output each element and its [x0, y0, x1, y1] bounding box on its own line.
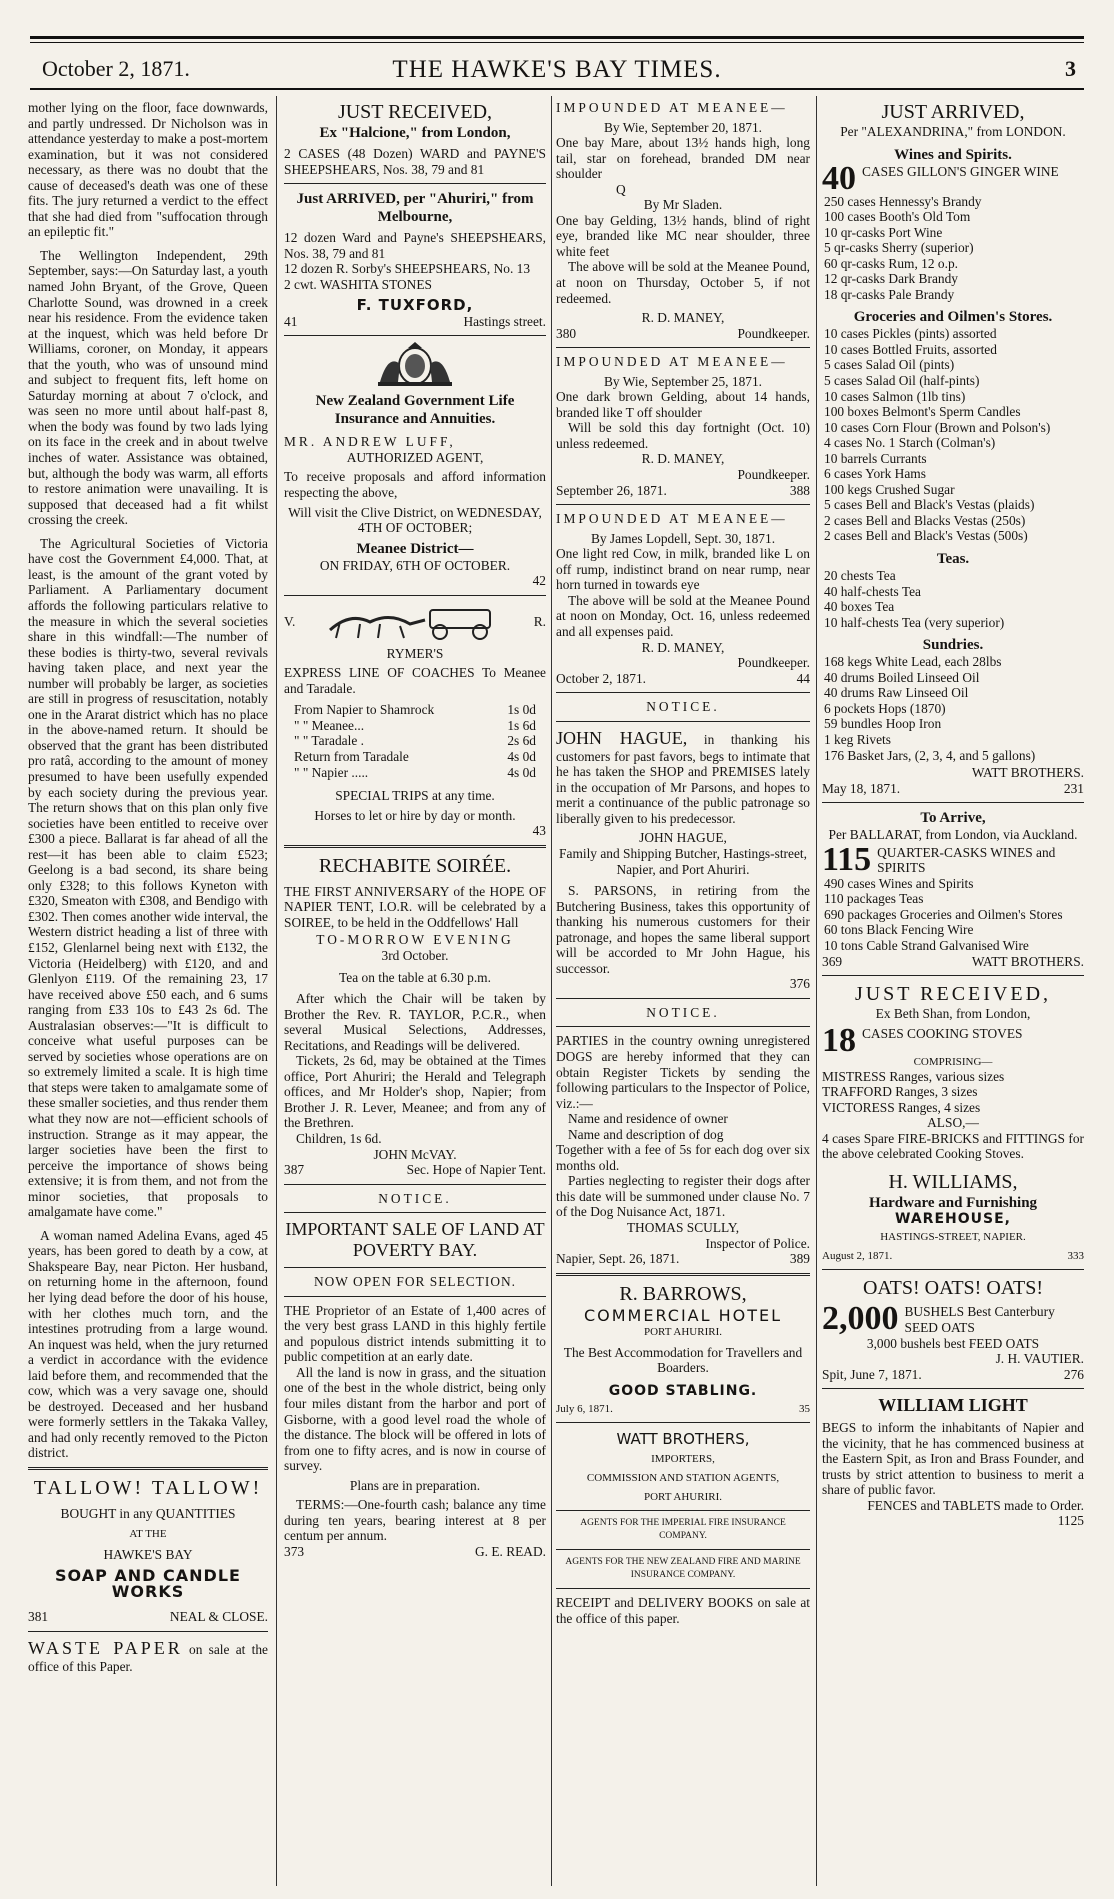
just-arrived-title: Just ARRIVED, per "Ahuriri," from Melbourne, [296, 191, 534, 226]
special-trips: SPECIAL TRIPS at any time. [335, 788, 495, 804]
dogs-date: Napier, Sept. 26, 1871. [556, 1251, 680, 1267]
arrive-big-number: 115 [822, 844, 872, 876]
poundkeeper-title: Poundkeeper. [737, 325, 810, 341]
stoves-first-item: CASES COOKING STOVES [862, 1025, 1023, 1041]
stoves-first-line [822, 1026, 1084, 1056]
arrive-item: 690 packages Groceries and Oilmen's Stores [824, 906, 1063, 922]
divider [822, 1388, 1084, 1389]
agent-role: AUTHORIZED AGENT, [346, 449, 484, 465]
divider [556, 721, 810, 722]
notice-heading: NOTICE. [646, 1004, 720, 1020]
ad-number: 44 [796, 670, 810, 686]
tea-item: 40 boxes Tea [824, 599, 895, 615]
wines-list [822, 194, 1084, 303]
column-4 [822, 100, 1084, 1890]
article-paragraph: The Agricultural Societies of Victoria have cost the Government £4,000. That, at least, is the amount of the grant voted by Parliament. A Parliamentary document affords the following particulars relative to the measure in which the several societies share in this windfall:—The number of these bodies is thirty-two, several revivals having taken place, and next year the number will probably be larger, as societies are still in progress of resuscitation, notably one in the Ararat district which has no place in the above-named return. It should be observed that the grant has been distributed pro ratâ, according to the amount of money presumed to have been usefully expended by each society during the previous year. The return shows that on this plan only five societies have been entitled to receive over £300 a piece. Ballarat is far ahead of all the rest—it has been able to claim £523; Geelong is a bad second, its share being only £328; to this follows Kyneton with £320, Smeaton with £308, and Bendigo with £302. Then comes another wide interval, the Western district heading a list of three with £152, Glenlarnel being next with £132, the Victoria (Heidelberg) with £120, and and Glenlyon £119. Of the remaining 23, 17 have received above £50 each, and 6 sums ranging from £33 10s to £43 2s 6d. The Australasian observes:—"It is difficult to conceive what useful purposes can be served by societies whose operations are on so extremely limited a scale. It is high time that steps were taken to amalgamate some of these smaller societies, and thus render them what they now are not—efficient schools of instruction. Strange as it may appear, the larger societies have been the first to perceive the importance of shows being extensive; it is from them, and not from the minor societies, that proposals to amalgamate have come." [28, 535, 268, 1220]
hague-signature: JOHN HAGUE, [639, 830, 727, 846]
parsons-text: S. PARSONS, in retiring from the Butchering Business, takes this opportunity of thanking his numerous customers for their patronage, and hopes the same liberal support will be accorded to Mr John Hague, his successor. [556, 883, 810, 976]
header-rule-top [30, 36, 1084, 39]
item-line: 12 dozen Ward and Payne's SHEEPSHEARS, Nos. 38, 79 and 81 [284, 230, 546, 261]
watt-name: WATT BROTHERS, [616, 1430, 750, 1449]
article-paragraph: The Wellington Independent, 29th September, says:—On Saturday last, a youth named John Bryant, of the Grove, Queen Charlotte Sound, was drowned in a creek near his residence. From the evidence taken at the inquest, which was held before Dr Williams, coroner, on Monday, it appears that the youth, who was of unsound mind and subject to frequent fits, left home on Saturday morning at about 7 o'clock, and was seen no more until about half-past 8, when the body was found by two lads lying on its face in the creek and in about twelve inches of water. Assistance was obtained, but, although the body was warm, all efforts to restore animation were unavailing. It is supposed that deceased had a fit whilst crossing the creek. [28, 247, 268, 528]
receipt-books-ad: RECEIPT and DELIVERY BOOKS on sale at the office of this paper. [556, 1595, 810, 1626]
just-received-text: 2 CASES (48 Dozen) WARD and PAYNE'S SHEEPSHEARS, Nos. 38, 79 and 81 [284, 146, 546, 177]
stoves-big-number: 18 [822, 1025, 856, 1056]
divider [556, 998, 810, 999]
arrive-item: 10 tons Cable Strand Galvanised Wire [824, 937, 1029, 953]
ad-number: 41 [284, 313, 298, 329]
grocery-item: 10 cases Bottled Fruits, assorted [824, 341, 997, 357]
column-3 [556, 100, 810, 1890]
ad-number: 389 [789, 1251, 810, 1267]
barrows-hotel: COMMERCIAL HOTEL [583, 1305, 783, 1325]
dogs-inspector: Inspector of Police. [705, 1235, 810, 1251]
oats-date: Spit, June 7, 1871. [822, 1366, 922, 1382]
header-rule-thin [30, 42, 1084, 43]
land-footer [284, 1544, 546, 1560]
notice-heading: NOTICE. [378, 1190, 452, 1206]
ad-number: 387 [284, 1162, 305, 1178]
william-light-title: WILLIAM LIGHT [878, 1395, 1028, 1416]
impound-footer [556, 671, 810, 687]
ad-number: 276 [1063, 1366, 1084, 1382]
hague-description: Family and Shipping Butcher, Hastings-street, Napier, and Port Ahuriri. [559, 845, 807, 877]
williams-footer [822, 1250, 1084, 1263]
tuxford-footer [284, 314, 546, 330]
williams-trade: Hardware and Furnishing [868, 1194, 1038, 1211]
fare-route: " " Napier ..... [294, 764, 369, 780]
rechabite-tomorrow: TO-MORROW EVENING [316, 932, 514, 948]
rechabite-footer [284, 1162, 546, 1178]
divider [556, 504, 810, 505]
tallow-works: SOAP AND CANDLE WORKS [55, 1566, 241, 1601]
poundkeeper-title: Poundkeeper. [737, 655, 810, 671]
masthead [30, 56, 1084, 86]
arrive-signature: WATT BROTHERS. [971, 953, 1084, 969]
page-number: 3 [1065, 56, 1076, 81]
coach-line: EXPRESS LINE OF COACHES To Meanee and Taradale. [284, 665, 546, 696]
sundry-item: 1 keg Rivets [824, 731, 891, 747]
tuxford-signature: F. TUXFORD, [356, 296, 474, 315]
impound-by: By James Lopdell, Sept. 30, 1871. [590, 530, 776, 546]
barrows-footer [556, 1403, 810, 1416]
waste-text: on sale at the office of this Paper. [28, 1641, 268, 1674]
impound-text: One bay Mare, about 13½ hands high, long tail, star on forehead, branded DM near shoulder [556, 135, 810, 182]
rechabite-secretary: Sec. Hope of Napier Tent. [406, 1162, 546, 1178]
land-paragraph: THE Proprietor of an Estate of 1,400 acres of the very best grass LAND in this highly fertile and populous district intends submitting it to public competition at an early date. [284, 1302, 546, 1365]
impound-date: October 2, 1871. [556, 670, 646, 686]
land-sale-title: IMPORTANT SALE OF LAND AT POVERTY BAY. [285, 1219, 545, 1261]
horses-hire: Horses to let or hire by day or month. [314, 807, 516, 823]
impound-sale: Will be sold this day fortnight (Oct. 10) unless redeemed. [556, 420, 810, 451]
tallow-at: AT THE [129, 1527, 167, 1540]
just-received-title: JUST RECEIVED, [854, 983, 1052, 1006]
coach-title: RYMER'S [386, 645, 444, 661]
fare-row [294, 765, 536, 781]
sundries-heading: Sundries. [922, 637, 984, 654]
sundry-item: 168 kegs White Lead, each 28lbs [824, 654, 1002, 670]
tea-item: 20 chests Tea [824, 568, 896, 584]
wine-item: 250 cases Hennessy's Brandy [824, 193, 982, 209]
williams-warehouse: WAREHOUSE, [895, 1210, 1011, 1227]
watt-agents-imperial: AGENTS FOR THE IMPERIAL FIRE INSURANCE COMPANY. [580, 1518, 786, 1542]
tea-item: 10 half-chests Tea (very superior) [824, 614, 1005, 630]
oats-feed: 3,000 bushels best FEED OATS [866, 1335, 1040, 1351]
column-rule [551, 96, 552, 1886]
stove-item: MISTRESS Ranges, various sizes [822, 1068, 1005, 1084]
ad-number: 1125 [1057, 1513, 1084, 1529]
divider [822, 975, 1084, 976]
impound-sale: The above will be sold at the Meanee Pound, at noon on Thursday, October 5, if not redeemed. [556, 259, 810, 306]
tea-item: 40 half-chests Tea [824, 583, 921, 599]
dogs-fee: Together with a fee of 5s for each dog over six months old. [556, 1142, 810, 1173]
fare-row [294, 702, 536, 718]
watt-signature: WATT BROTHERS. [971, 765, 1084, 781]
rechabite-after: After which the Chair will be taken by Brother the Rev. R. TAYLOR, P.C.R., when several Musical Selections, Addresses, Recitations, and Readings will be delivered. [284, 991, 546, 1053]
divider [284, 595, 546, 596]
impound-date: September 26, 1871. [556, 482, 667, 498]
arrive-first-line [822, 845, 1084, 876]
dogs-item: Name and description of dog [568, 1126, 724, 1142]
issue-date: October 2, 1871. [42, 56, 190, 81]
hague-name: JOHN HAGUE, [556, 727, 688, 748]
oats-title: OATS! OATS! OATS! [862, 1277, 1043, 1300]
just-received-ex: Ex Beth Shan, from London, [875, 1006, 1031, 1022]
stoves-comprising: COMPRISING— [913, 1055, 993, 1068]
ad-number: 376 [789, 976, 810, 992]
fare-row [294, 749, 536, 765]
dogs-signature: THOMAS SCULLY, [626, 1220, 740, 1235]
rechabite-tickets: Tickets, 2s 6d, may be obtained at the Times office, Port Ahuriri; the Herald and Telegraph offices, and Mr Holder's shop, Napier; from Brother J. R. Lever, Meanee; and from any of the Brethren. [284, 1053, 546, 1131]
poundkeeper-name: R. D. MANEY, [641, 451, 725, 467]
stoves-also: ALSO,— [927, 1115, 979, 1131]
just-arrived-per: Per "ALEXANDRINA," from LONDON. [840, 124, 1066, 139]
impound-footer [556, 483, 810, 499]
dogs-text: PARTIES in the country owning unregistered DOGS are hereby informed that they can obtain Register Tickets by sending the following particulars to the Inspector of Police, viz.:— [556, 1033, 810, 1111]
coach-initial-r: R. [533, 613, 546, 629]
grocery-item: 4 cases No. 1 Starch (Colman's) [824, 435, 996, 451]
impound-title: IMPOUNDED AT MEANEE— [556, 511, 788, 527]
barrows-port: PORT AHURIRI. [644, 1325, 722, 1338]
arrive-item: 110 packages Teas [824, 891, 924, 907]
divider [284, 1296, 546, 1297]
divider [822, 1269, 1084, 1270]
grocery-item: 5 cases Salad Oil (half-pints) [824, 373, 980, 389]
poundkeeper-name: R. D. MANEY, [641, 639, 725, 655]
oats-footer [822, 1367, 1084, 1383]
fare-price: 2s 6d [507, 733, 536, 749]
item-line: 2 cwt. WASHITA STONES [284, 276, 432, 292]
divider [28, 1631, 268, 1632]
divider [556, 692, 810, 693]
dogs-item: Name and residence of owner [568, 1111, 728, 1127]
hague-notice [556, 728, 810, 827]
fare-table [294, 702, 536, 780]
watt-footer [822, 781, 1084, 797]
grocery-item: 2 cases Bell and Black's Vestas (500s) [824, 528, 1028, 544]
impound-by: By Mr Sladen. [643, 197, 723, 213]
column-rule [816, 96, 817, 1886]
fare-price: 4s 0d [507, 749, 536, 765]
sundry-item: 40 drums Raw Linseed Oil [824, 685, 969, 701]
fare-route: " " Taradale . [294, 733, 364, 749]
just-received-title: JUST RECEIVED, [337, 101, 493, 123]
watt-importers: IMPORTERS, [651, 1453, 715, 1466]
rechabite-tea: Tea on the table at 6.30 p.m. [339, 969, 491, 985]
oats-first-item: BUSHELS Best Canterbury SEED OATS [904, 1304, 1055, 1335]
grocery-item: 10 cases Salmon (1lb tins) [824, 388, 966, 404]
stove-item: 4 cases Spare FIRE-BRICKS and FITTINGS for the above celebrated Cooking Stoves. [822, 1130, 1084, 1162]
ad-number: 43 [532, 823, 546, 839]
wines-big-number: 40 [822, 163, 856, 194]
divider [556, 1588, 810, 1589]
land-plans: Plans are in preparation. [349, 1477, 481, 1493]
sundry-item: 6 pockets Hops (1870) [824, 700, 946, 716]
divider [284, 1267, 546, 1268]
ad-number: 373 [284, 1543, 305, 1559]
rechabite-signature: JOHN McVAY. [373, 1146, 457, 1162]
grocery-item: 100 boxes Belmont's Sperm Candles [824, 404, 1021, 420]
grocery-item: 10 cases Corn Flour (Brown and Polson's) [824, 419, 1051, 435]
wines-first-item: CASES GILLON'S GINGER WINE [862, 163, 1059, 179]
sundry-item: 176 Basket Jars, (2, 3, 4, and 5 gallons) [824, 747, 1036, 763]
divider [556, 1422, 810, 1423]
grocery-item: 2 cases Bell and Blacks Vestas (250s) [824, 512, 1026, 528]
rechabite-date: 3rd October. [381, 947, 449, 963]
divider [284, 1212, 546, 1213]
watt-agents-nz: AGENTS FOR THE NEW ZEALAND FIRE AND MARINE INSURANCE COMPANY. [565, 1557, 801, 1581]
wine-item: 18 qr-casks Pale Brandy [824, 286, 955, 302]
ad-number: 369 [822, 953, 843, 969]
divider [284, 335, 546, 336]
grocery-item: 6 cases York Hams [824, 466, 926, 482]
column-rule [276, 96, 277, 1886]
wine-item: 12 qr-casks Dark Brandy [824, 271, 958, 287]
ad-number: 35 [799, 1403, 810, 1416]
tallow-signature: NEAL & CLOSE. [169, 1609, 268, 1625]
grocery-item: 100 kegs Crushed Sugar [824, 481, 955, 497]
impound-text: One bay Gelding, 13½ hands, blind of right eye, branded like MC near shoulder, three white feet [556, 212, 810, 259]
grocery-item: 5 cases Bell and Black's Vestas (plaids) [824, 497, 1035, 513]
poundkeeper-name: R. D. MANEY, [641, 310, 725, 326]
teas-heading: Teas. [936, 551, 970, 568]
ad-number: 381 [28, 1609, 49, 1625]
wine-item: 5 qr-casks Sherry (superior) [824, 240, 974, 256]
arrive-item: 490 cases Wines and Spirits [824, 875, 974, 891]
arrive-item: 60 tons Black Fencing Wire [824, 922, 974, 938]
stove-item: VICTORESS Ranges, 4 sizes [822, 1099, 981, 1115]
grocery-item: 10 cases Pickles (pints) assorted [824, 326, 997, 342]
impound-sale: The above will be sold at the Meanee Pound at noon on Monday, Oct. 16, unless redeemed and all expenses paid. [556, 592, 810, 639]
williams-name: H. WILLIAMS, [888, 1170, 1018, 1193]
fare-route: From Napier to Shamrock [294, 702, 435, 718]
ad-number: 42 [532, 573, 546, 589]
divider [556, 1510, 810, 1511]
land-terms: TERMS:—One-fourth cash; balance any time during ten years, bearing interest at 8 per centum per annum. [284, 1497, 546, 1544]
barrows-stabling: GOOD STABLING. [608, 1382, 758, 1399]
wine-item: 10 qr-casks Port Wine [824, 224, 943, 240]
tallow-title: TALLOW! TALLOW! [33, 1477, 263, 1500]
arrive-first-item: QUARTER-CASKS WINES and SPIRITS [877, 844, 1056, 876]
land-open: NOW OPEN FOR SELECTION. [313, 1274, 517, 1290]
article-paragraph: mother lying on the floor, face downwards, and partly undressed. Dr Nicholson was in attendance yesterday to make a post-mortem examination, but it was not considered necessary, as there was no doubt that the cause of deceased's death was one of these fits. The jury returned a verdict to the effect that she had died from "suffocation through an epileptic fit." [28, 100, 268, 240]
fare-route: Return from Taradale [294, 749, 409, 765]
ad-number: 388 [789, 482, 810, 498]
hague-text: in thanking his customers for past favors, begs to intimate that he has taken the SHOP and PREMISES lately in the occupation of Mr Parsons, and hopes to merit a continuance of the public patronage so liberally given to his predecessor. [556, 731, 810, 826]
fare-price: 1s 0d [507, 702, 536, 718]
tallow-bought: BOUGHT in any QUANTITIES [60, 1506, 236, 1522]
land-paragraph: All the land is now in grass, and the situation one of the best in the whole district, being only four miles distant from the harbor and port of Gisborne, with a good level road the whole of the distance. The block will be offered in lots of from one to fifty acres, and is now in course of survey. [284, 1364, 546, 1474]
william-light-text: BEGS to inform the inhabitants of Napier and the vicinity, that he has commenced business at the Eastern Spit, as Iron and Brass Founder, and trusts by strict attention to business to merit a share of public favor. [822, 1420, 1084, 1498]
william-light-fences: FENCES and TABLETS made to Order. [867, 1497, 1084, 1513]
rechabite-title: RECHABITE SOIRÉE. [318, 854, 512, 877]
impound-title: IMPOUNDED AT MEANEE— [556, 354, 788, 370]
wine-item: 100 cases Booth's Old Tom [824, 209, 971, 225]
williams-date: August 2, 1871. [822, 1250, 893, 1263]
waste-paper-ad [28, 1638, 268, 1675]
dogs-footer [556, 1251, 810, 1267]
arrive-footer [822, 954, 1084, 970]
oats-first-line [822, 1304, 1084, 1335]
oats-signature: J. H. VAUTIER. [995, 1351, 1084, 1367]
fare-price: 1s 6d [507, 717, 536, 733]
impound-text: One dark brown Gelding, about 14 hands, branded like T off shoulder [556, 389, 810, 420]
just-received-ex: Ex "Halcione," from London, [319, 125, 511, 141]
divider [284, 183, 546, 184]
agent-name: MR. ANDREW LUFF, [284, 434, 456, 450]
watt-port: PORT AHURIRI. [644, 1491, 722, 1504]
wines-first-line [822, 164, 1084, 194]
column-2 [284, 100, 546, 1890]
fare-row [294, 733, 536, 749]
groceries-heading: Groceries and Oilmen's Stores. [853, 309, 1053, 326]
meanee-district: Meanee District— [356, 540, 474, 557]
grocery-item: 10 barrels Currants [824, 450, 927, 466]
column-1 [28, 100, 268, 1890]
divider [284, 1184, 546, 1185]
divider [556, 1273, 810, 1276]
nz-insurance-title: New Zealand Government Life Insurance and Annuities. [315, 393, 515, 428]
sundry-item: 40 drums Boiled Linseed Oil [824, 669, 980, 685]
brand-mark: Q [616, 181, 626, 197]
impound-by: By Wie, September 25, 1871. [603, 373, 763, 389]
notice-heading: NOTICE. [646, 699, 720, 715]
to-arrive-heading: To Arrive, [920, 810, 986, 827]
agent-friday: ON FRIDAY, 6TH OF OCTOBER. [319, 557, 511, 573]
barrows-date: July 6, 1871. [556, 1403, 613, 1416]
ad-number: 380 [556, 325, 577, 341]
tuxford-address: Hastings street. [463, 313, 546, 329]
coach-initial-v: V. [284, 613, 296, 629]
barrows-name: R. BARROWS, [619, 1282, 747, 1305]
dogs-neglect: Parties neglecting to register their dogs after this date will be summoned under clause No. 7 of the Dog Nuisance Act, 1871. [556, 1173, 810, 1220]
ad-number: 333 [1067, 1250, 1084, 1263]
just-arrived-title: JUST ARRIVED, [881, 101, 1025, 123]
divider [284, 845, 546, 848]
divider [556, 1549, 810, 1550]
to-arrive-per: Per BALLARAT, from London, via Auckland. [828, 827, 1078, 843]
grocery-item: 5 cases Salad Oil (pints) [824, 357, 955, 373]
sundry-item: 59 bundles Hoop Iron [824, 716, 942, 732]
impound-by: By Wie, September 20, 1871. [603, 119, 763, 135]
poundkeeper-title: Poundkeeper. [737, 467, 810, 483]
sundries-list [822, 654, 1084, 763]
barrows-accommodation: The Best Accommodation for Travellers and Boarders. [563, 1344, 803, 1376]
teas-list [822, 568, 1084, 630]
oats-big-number: 2,000 [822, 1304, 899, 1336]
fare-row [294, 718, 536, 734]
tallow-footer [28, 1609, 268, 1625]
rechabite-text: THE FIRST ANNIVERSARY of the HOPE OF NAPIER TENT, I.O.R. will be celebrated by a SOIREE, to be held in the Oddfellows' Hall [284, 883, 546, 930]
fare-price: 4s 0d [507, 764, 536, 780]
watt-commission: COMMISSION AND STATION AGENTS, [586, 1472, 780, 1485]
header-rule-bottom [30, 88, 1084, 90]
agent-visit: Will visit the Clive District, on WEDNESDAY, 4TH OF OCTOBER; [288, 504, 542, 536]
impound-text: One light red Cow, in milk, branded like L on off rump, indistinct brand on near rump, near horn turned in towards eye [556, 546, 810, 593]
wine-item: 60 qr-casks Rum, 12 o.p. [824, 255, 958, 271]
arrive-list [822, 876, 1084, 954]
fare-route: " " Meanee... [294, 717, 365, 733]
impound-title: IMPOUNDED AT MEANEE— [556, 100, 788, 115]
williams-address: HASTINGS-STREET, NAPIER. [880, 1231, 1026, 1244]
tallow-hawkes-bay: HAWKE'S BAY [103, 1546, 193, 1562]
divider [822, 802, 1084, 803]
rechabite-children: Children, 1s 6d. [296, 1130, 382, 1146]
article-paragraph: A woman named Adelina Evans, aged 45 years, has been gored to death by a cow, at Shakspeare Bay, near Picton. Her husband, on returning home in the afternoon, found her lying dead before the door of his house, with her clothes much torn, and the intestines protruding from a large wound. An inquest was held, when the jury returned a verdict in accordance with the evidence laid before them, and recommended that the cow, which was a very savage one, should be destroyed. Deceased and her husband were formerly settlers in the Takaka Valley, and had only recently removed to the Picton district. [28, 1227, 268, 1461]
stove-item: TRAFFORD Ranges, 3 sizes [822, 1084, 978, 1100]
watt-date: May 18, 1871. [822, 780, 901, 796]
waste-title: WASTE PAPER [28, 1637, 183, 1658]
divider [556, 1026, 810, 1027]
coach-illustration [284, 602, 546, 642]
item-line: 12 dozen R. Sorby's SHEEPSHEARS, No. 13 [284, 261, 531, 277]
land-signature: G. E. READ. [474, 1543, 546, 1559]
agent-text: To receive proposals and afford information respecting the above, [284, 469, 546, 501]
divider [556, 347, 810, 348]
groceries-list [822, 326, 1084, 544]
ad-number: 231 [1063, 780, 1084, 796]
royal-arms-icon [370, 342, 460, 388]
wines-heading: Wines and Spirits. [894, 146, 1012, 163]
newspaper-title: THE HAWKE'S BAY TIMES. [392, 56, 722, 83]
divider [28, 1467, 268, 1470]
coach-and-horses-icon [320, 602, 510, 642]
impound-footer [556, 326, 810, 342]
